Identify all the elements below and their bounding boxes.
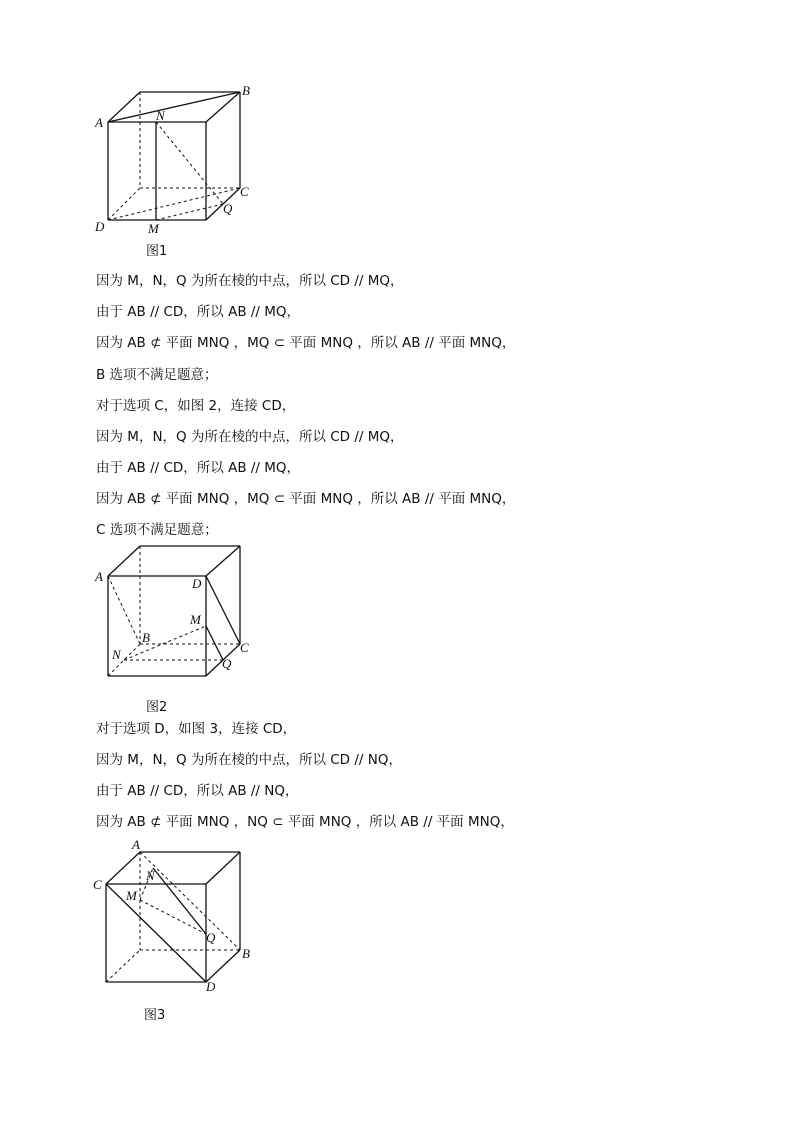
- text-line-13: 因为 AB ⊄ 平面 MNQ ，NQ ⊂ 平面 MNQ ，所以 AB // 平面 MNQ，: [96, 814, 514, 830]
- label-C: C: [240, 640, 249, 655]
- text-line-5: 对于选项 C，如图 2，连接 CD，: [96, 398, 296, 414]
- label-Q: Q: [223, 201, 233, 216]
- label-Q: Q: [222, 656, 232, 671]
- cube-diagram-1: [90, 80, 260, 260]
- label-A: A: [95, 115, 103, 130]
- label-D: D: [206, 979, 216, 994]
- label-D: D: [95, 219, 105, 234]
- figure-1: [90, 80, 260, 260]
- label-M: M: [148, 221, 159, 236]
- text-line-8: 因为 AB ⊄ 平面 MNQ ，MQ ⊂ 平面 MNQ ，所以 AB // 平面 MNQ，: [96, 491, 516, 507]
- label-M: M: [126, 888, 137, 903]
- label-B: B: [242, 83, 250, 98]
- cube-diagram-3: [90, 838, 260, 1023]
- label-Q: Q: [206, 930, 216, 945]
- label-N: N: [146, 868, 155, 883]
- figure-2: [90, 540, 260, 715]
- text-line-6: 因为 M，N，Q 为所在棱的中点，所以 CD // MQ，: [96, 429, 404, 445]
- text-line-12: 由于 AB // CD，所以 AB // NQ，: [96, 783, 299, 799]
- text-line-7: 由于 AB // CD，所以 AB // MQ，: [96, 460, 301, 476]
- figure-3-caption: 图3: [144, 1008, 166, 1023]
- text-line-10: 对于选项 D，如图 3，连接 CD，: [96, 721, 297, 737]
- label-N: N: [156, 108, 165, 123]
- label-D: D: [192, 576, 202, 591]
- label-B: B: [142, 630, 150, 645]
- text-line-9: C 选项不满足题意；: [96, 522, 218, 538]
- figure-3: [90, 838, 260, 1023]
- text-line-1: 因为 M，N，Q 为所在棱的中点，所以 CD // MQ，: [96, 273, 404, 289]
- text-line-11: 因为 M，N，Q 为所在棱的中点，所以 CD // NQ，: [96, 752, 402, 768]
- label-C: C: [93, 877, 102, 892]
- figure-1-caption: 图1: [146, 244, 168, 259]
- text-line-4: B 选项不满足题意；: [96, 367, 218, 383]
- label-M: M: [190, 612, 201, 627]
- label-N: N: [112, 647, 121, 662]
- label-A: A: [95, 569, 103, 584]
- text-line-3: 因为 AB ⊄ 平面 MNQ ，MQ ⊂ 平面 MNQ ，所以 AB // 平面 MNQ，: [96, 335, 516, 351]
- text-line-2: 由于 AB // CD，所以 AB // MQ，: [96, 304, 301, 320]
- figure-2-caption: 图2: [146, 700, 168, 715]
- label-B: B: [242, 946, 250, 961]
- cube-diagram-2: [90, 540, 260, 715]
- label-C: C: [240, 184, 249, 199]
- label-A: A: [132, 837, 140, 852]
